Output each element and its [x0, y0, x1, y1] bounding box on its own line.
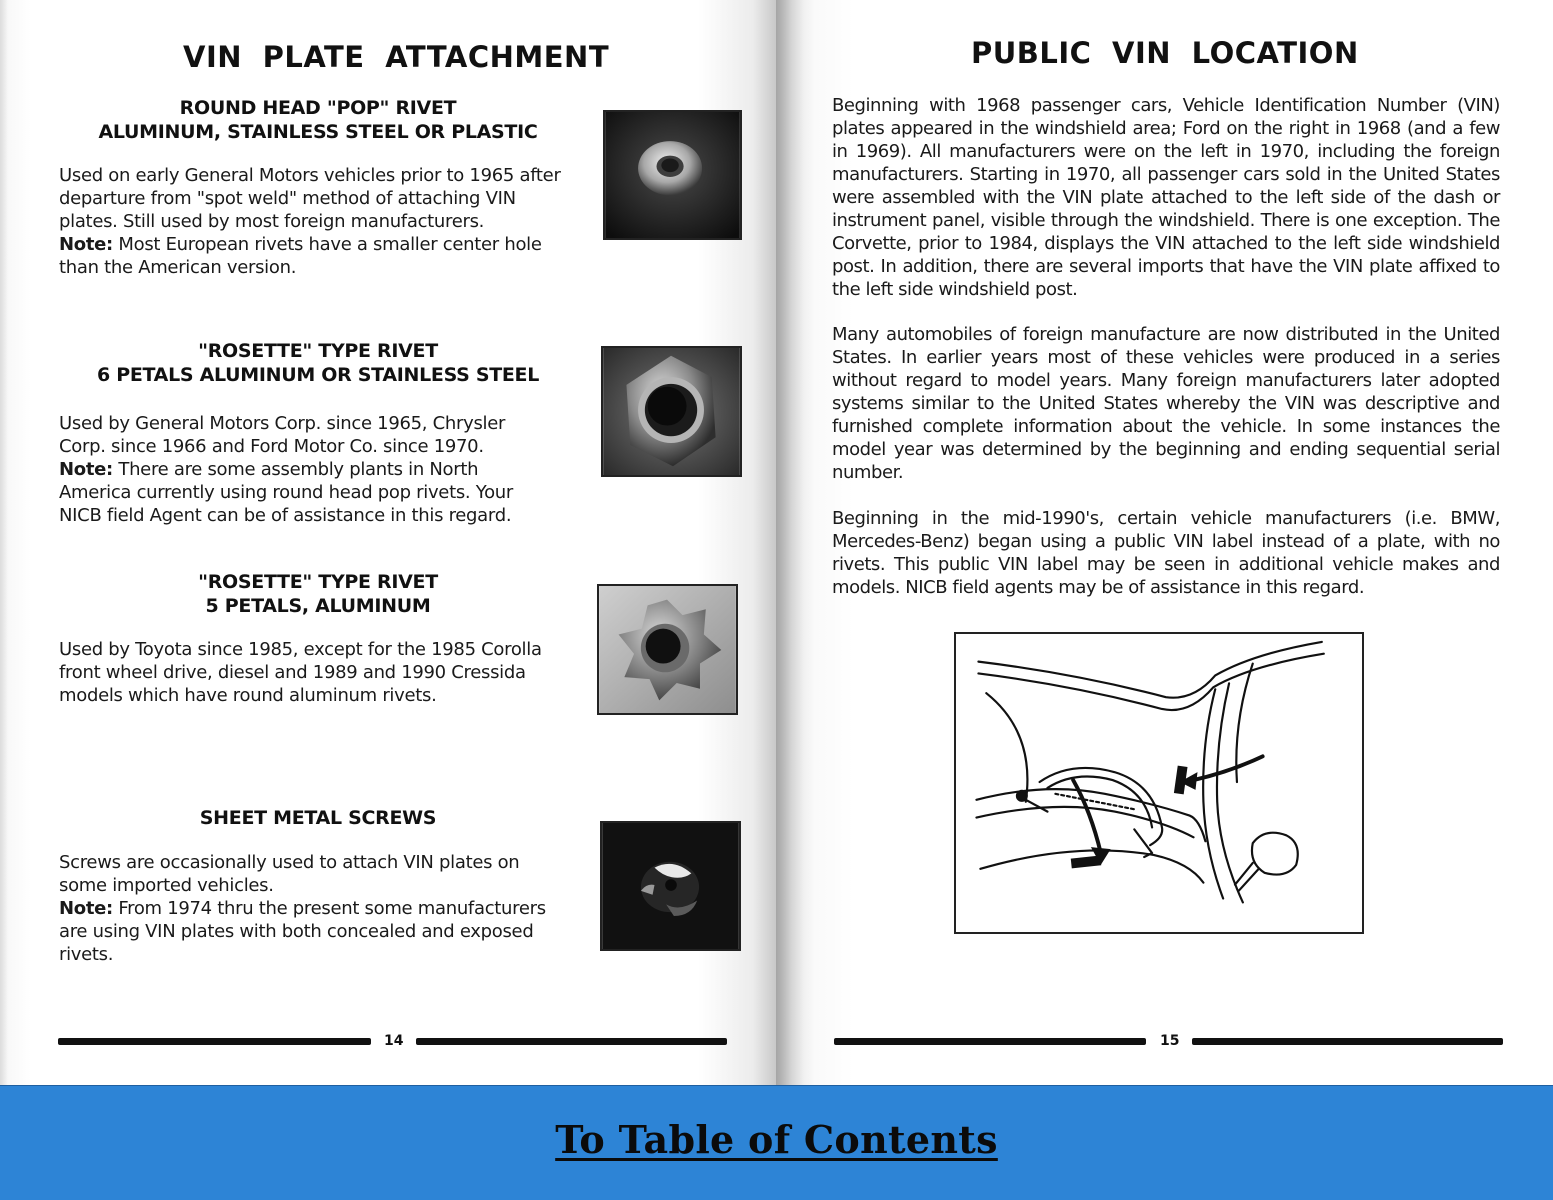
- page-title: PUBLIC VIN LOCATION: [971, 36, 1359, 70]
- sheet-metal-screw-photo: [600, 821, 741, 951]
- section-body-rosette-5: Used by Toyota since 1985, except for the 1985 Corolla front wheel drive, diesel and 1989 and 1990 Cressida models which have round aluminum rivets.: [59, 639, 542, 706]
- footer-rule-right: [1192, 1038, 1503, 1045]
- page-number-14: 14: [384, 1033, 404, 1049]
- paragraph-1: Beginning with 1968 passenger cars, Vehicle Identification Number (VIN) plates appeared in the windshield area; Ford on the right in 1968 (and a few in 1969). All manufacturers were on the left in 1970, including the foreign manufacturers. Starting in 1970, all passenger cars sold in the United States were assembled with the VIN plate attached to the left side of the dash or instrument panel, visible through the windshield. There is one exception. The Corvette, prior to 1984, displays the VIN attached to the left side windshield post. In addition, there are several imports that have the VIN plate affixed to the left side windshield post.: [832, 95, 1500, 300]
- table-of-contents-link[interactable]: To Table of Contents: [555, 1117, 998, 1162]
- page-number-15: 15: [1160, 1033, 1180, 1049]
- paragraph-3: Beginning in the mid-1990's, certain vehicle manufacturers (i.e. BMW, Mercedes-Benz) began using a public VIN label instead of a plate, with no rivets. This public VIN label may be seen in additional vehicle makes and models. NICB field agents may be of assistance in this regard.: [832, 508, 1500, 598]
- footer-rule-left: [834, 1038, 1146, 1045]
- section-body-pop-rivet: Used on early General Motors vehicles prior to 1965 after departure from "spot weld" method of attaching VIN plates. Still used by most foreign manufacturers. Note: Most European rivets have a smaller center hole than the American version.: [59, 165, 561, 278]
- page-15: [776, 0, 1553, 1085]
- rosette-6-petal-photo: [601, 346, 742, 477]
- section-body-rosette-6: Used by General Motors Corp. since 1965, Chrysler Corp. since 1966 and Ford Motor Co. since 1970. Note: There are some assembly plants in North America currently using round head pop rivets. Your NICB field Agent can be of assistance in this regard.: [59, 413, 513, 526]
- section-body-sheet-metal-screws: Screws are occasionally used to attach VIN plates on some imported vehicles. Note: From 1974 thru the present some manufacturers are using VIN plates with both concealed and exposed rivets.: [59, 852, 546, 965]
- footer-rule-left: [58, 1038, 371, 1045]
- page-title: VIN PLATE ATTACHMENT: [183, 40, 610, 74]
- rosette-5-petal-photo: [597, 584, 738, 715]
- section-heading-rosette-6: "ROSETTE" TYPE RIVET 6 PETALS ALUMINUM OR STAINLESS STEEL: [96, 340, 540, 386]
- gutter-shadow: [776, 0, 804, 1085]
- footer-rule-right: [416, 1038, 727, 1045]
- section-heading-pop-rivet: ROUND HEAD "POP" RIVET ALUMINUM, STAINLESS STEEL OR PLASTIC: [98, 97, 538, 143]
- paragraph-2: Many automobiles of foreign manufacture are now distributed in the United States. In earlier years most of these vehicles were produced in a series without regard to model years. Many foreign manufacturers later adopted systems similar to the United States whereby the VIN was descriptive and furnished complete information about the vehicle. In some instances the model year was determined by the beginning and ending sequential serial number.: [832, 324, 1500, 483]
- section-heading-sheet-metal-screws: SHEET METAL SCREWS: [199, 807, 437, 829]
- pop-rivet-photo: [603, 110, 742, 240]
- vin-location-diagram: [954, 632, 1364, 934]
- page-14: [0, 0, 776, 1085]
- section-heading-rosette-5: "ROSETTE" TYPE RIVET 5 PETALS, ALUMINUM: [198, 571, 438, 617]
